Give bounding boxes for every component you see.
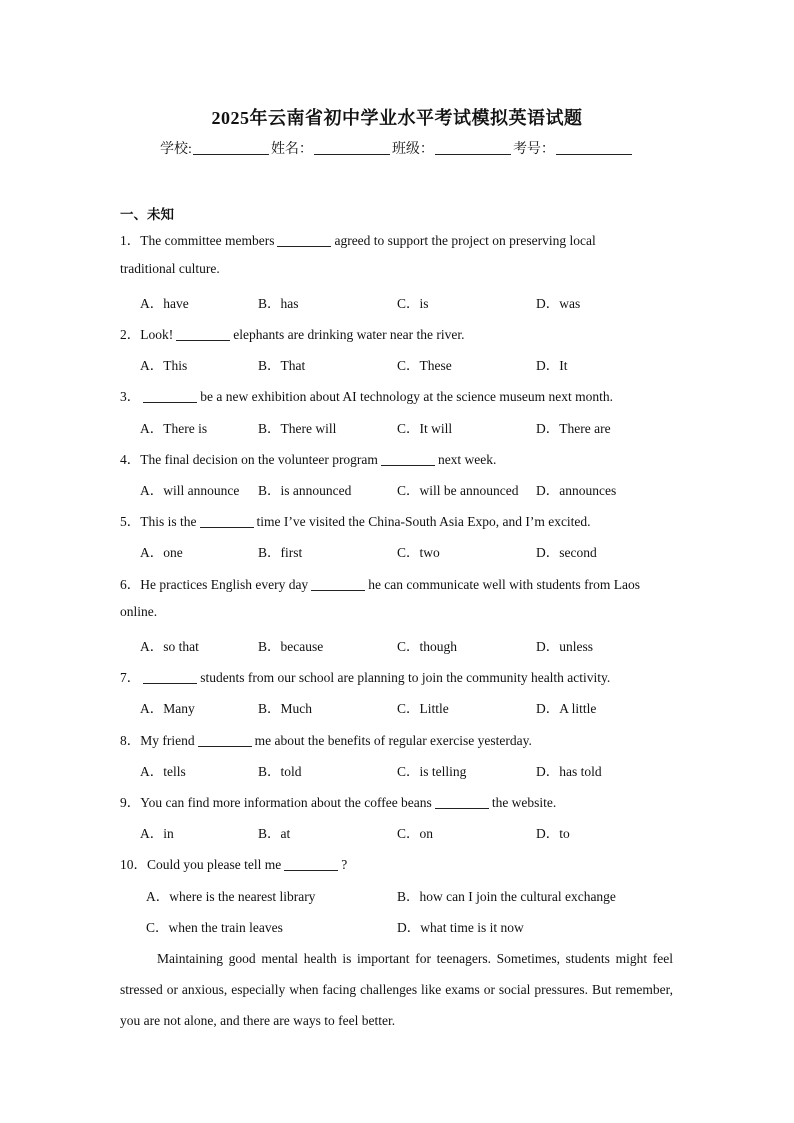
option-a[interactable]: A．where is the nearest library — [146, 889, 316, 904]
question-text: ? — [341, 857, 348, 872]
name-blank[interactable] — [314, 140, 390, 155]
question-text: the website. — [491, 795, 557, 810]
question-number: 5． — [120, 514, 141, 529]
option-b[interactable]: B．told — [258, 764, 302, 779]
question-10 — [120, 853, 347, 873]
school-blank[interactable] — [193, 140, 269, 155]
option-c[interactable]: C．It will — [397, 421, 453, 436]
option-c[interactable]: C．will be announced — [397, 483, 519, 498]
option-a[interactable]: A．have — [140, 296, 189, 311]
question-text: he can communicate well with students from Laos — [368, 577, 640, 592]
question-number: 1． — [120, 233, 141, 248]
option-d[interactable]: D．A little — [536, 701, 597, 716]
class-label: 班级： — [391, 142, 434, 157]
question-9 — [120, 791, 556, 811]
option-a[interactable]: A．one — [140, 545, 183, 560]
question-text: Look! — [140, 327, 174, 342]
option-a[interactable]: A．This — [140, 358, 188, 373]
student-info-line — [0, 138, 794, 158]
question-5 — [120, 510, 591, 530]
option-a[interactable]: A．so that — [140, 639, 199, 654]
question-4 — [120, 448, 496, 468]
option-b[interactable]: B．how can I join the cultural exchange — [397, 889, 616, 904]
exam-number-blank[interactable] — [556, 140, 632, 155]
option-c[interactable]: C．two — [397, 545, 440, 560]
question-number: 9． — [120, 795, 141, 810]
question-6 — [120, 573, 640, 593]
page-title: 2025年云南省初中学业水平考试模拟英语试题 — [211, 108, 583, 128]
question-text: Could you please tell me — [147, 857, 282, 872]
question-3 — [120, 385, 613, 405]
reading-passage: Maintaining good mental health is important for teenagers. Sometimes, students might feel stressed or anxious, especially when facing challenges like exams or social pressures. But remember, you are not alone, and there are ways to feel better. — [120, 951, 673, 1028]
option-b[interactable]: B．There will — [258, 421, 337, 436]
option-d[interactable]: D．second — [536, 545, 597, 560]
question-text: be a new exhibition about AI technology at the science museum next month. — [200, 389, 614, 404]
question-text: The committee members — [140, 233, 275, 248]
option-d[interactable]: D．There are — [536, 421, 611, 436]
option-c[interactable]: C．is telling — [397, 764, 467, 779]
option-d[interactable]: D．to — [536, 826, 570, 841]
answer-blank[interactable] — [143, 670, 197, 684]
option-a[interactable]: A．tells — [140, 764, 186, 779]
option-c[interactable]: C．though — [397, 639, 458, 654]
question-number: 3． — [120, 389, 141, 404]
option-b[interactable]: B．That — [258, 358, 306, 373]
question-text: agreed to support the project on preserving local — [334, 233, 596, 248]
answer-blank[interactable] — [381, 452, 435, 466]
option-b[interactable]: B．first — [258, 545, 303, 560]
option-b[interactable]: B．has — [258, 296, 299, 311]
question-number: 2． — [120, 327, 141, 342]
option-b[interactable]: B．at — [258, 826, 291, 841]
option-d[interactable]: D．It — [536, 358, 568, 373]
question-text: me about the benefits of regular exercise yesterday. — [254, 733, 532, 748]
question-text: time I’ve visited the China-South Asia Expo, and I’m excited. — [256, 514, 591, 529]
answer-blank[interactable] — [143, 389, 197, 403]
option-c[interactable]: C．when the train leaves — [146, 920, 283, 935]
option-c[interactable]: C．These — [397, 358, 452, 373]
answer-blank[interactable] — [176, 327, 230, 341]
option-d[interactable]: D．announces — [536, 483, 617, 498]
question-text: This is the — [140, 514, 197, 529]
answer-blank[interactable] — [435, 795, 489, 809]
question-text: The final decision on the volunteer program — [140, 452, 378, 467]
question-text: students from our school are planning to join the community health activity. — [200, 670, 611, 685]
question-2 — [120, 323, 465, 343]
school-label: 学校: — [160, 142, 192, 157]
question-text: He practices English every day — [140, 577, 309, 592]
option-c[interactable]: C．on — [397, 826, 434, 841]
answer-blank[interactable] — [200, 514, 254, 528]
question-text: You can find more information about the coffee beans — [140, 795, 432, 810]
question-number: 10． — [120, 857, 147, 872]
answer-blank[interactable] — [311, 577, 365, 591]
question-number: 6． — [120, 577, 141, 592]
question-number: 7． — [120, 670, 141, 685]
option-c[interactable]: C．is — [397, 296, 429, 311]
question-number: 8． — [120, 733, 141, 748]
option-b[interactable]: B．is announced — [258, 483, 352, 498]
section-heading: 一、未知 — [120, 207, 174, 222]
name-label: 姓名： — [270, 142, 313, 157]
question-number: 4． — [120, 452, 141, 467]
option-c[interactable]: C．Little — [397, 701, 449, 716]
option-a[interactable]: A．in — [140, 826, 174, 841]
question-text: My friend — [140, 733, 195, 748]
class-blank[interactable] — [435, 140, 511, 155]
option-d[interactable]: D．was — [536, 296, 581, 311]
question-8 — [120, 729, 532, 749]
exam-number-label: 考号： — [512, 142, 555, 157]
option-d[interactable]: D．unless — [536, 639, 593, 654]
question-7 — [120, 666, 610, 686]
option-d[interactable]: D．what time is it now — [397, 920, 524, 935]
question-6-continuation: online. — [120, 604, 158, 619]
option-b[interactable]: B．because — [258, 639, 324, 654]
question-1 — [120, 229, 596, 249]
answer-blank[interactable] — [277, 233, 331, 247]
question-text: elephants are drinking water near the river. — [233, 327, 465, 342]
answer-blank[interactable] — [284, 857, 338, 871]
question-text: next week. — [437, 452, 497, 467]
option-b[interactable]: B．Much — [258, 701, 312, 716]
option-d[interactable]: D．has told — [536, 764, 602, 779]
answer-blank[interactable] — [198, 733, 252, 747]
option-a[interactable]: A．There is — [140, 421, 208, 436]
question-1-continuation: traditional culture. — [120, 261, 220, 276]
option-a[interactable]: A．Many — [140, 701, 195, 716]
option-a[interactable]: A．will announce — [140, 483, 240, 498]
